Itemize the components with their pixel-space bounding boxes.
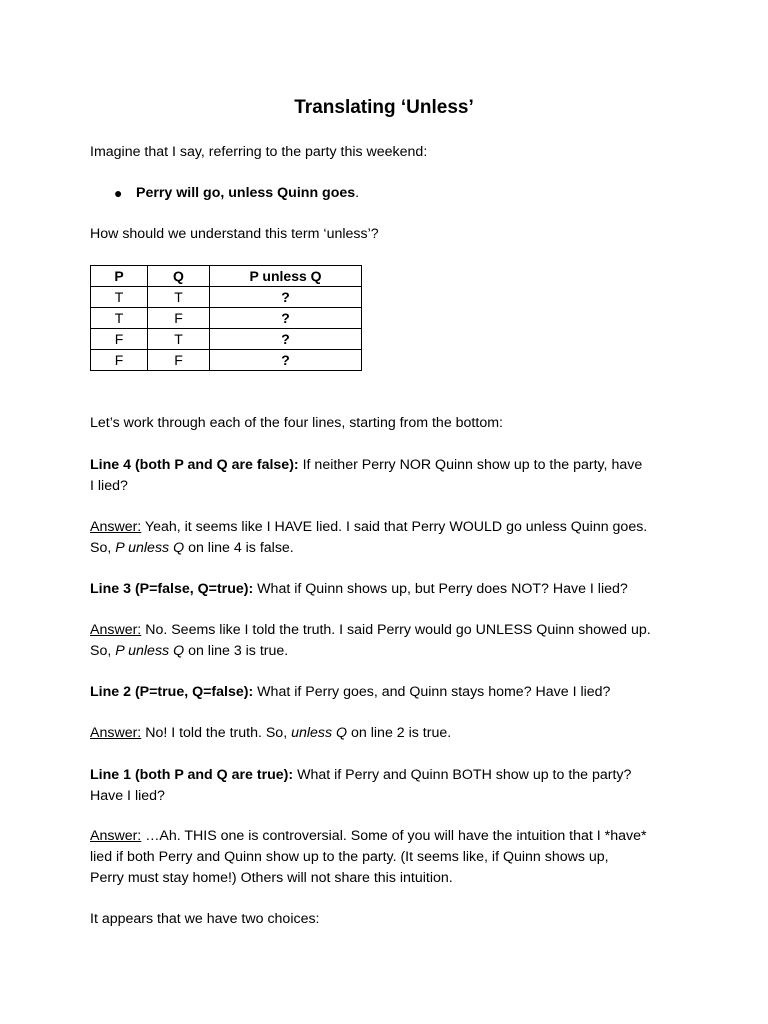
- table-cell-q: F: [148, 350, 210, 371]
- line2-label: Line 2 (P=true, Q=false):: [90, 684, 254, 700]
- table-cell-p: F: [91, 350, 148, 371]
- line2-text: What if Perry goes, and Quinn stays home? Have I lied?: [253, 684, 611, 700]
- line4-text: If neither Perry NOR Quinn show up to the party, have: [298, 457, 643, 473]
- table-row: [91, 287, 362, 308]
- line3-label: Line 3 (P=false, Q=true):: [90, 581, 254, 597]
- closing-paragraph: It appears that we have two choices:: [90, 911, 320, 927]
- answer1-paragraph: [90, 826, 680, 889]
- bullet-text: [136, 183, 359, 204]
- lead-paragraph: Let’s work through each of the four lines, starting from the bottom:: [90, 415, 503, 431]
- bullet-tail-text: .: [355, 185, 360, 201]
- table-row: [91, 308, 362, 329]
- line1-paragraph: [90, 765, 680, 807]
- question-paragraph: How should we understand this term ‘unless’?: [90, 226, 379, 242]
- bullet-dot-icon: ●: [114, 185, 123, 201]
- line3-paragraph: [90, 579, 680, 600]
- answer1-text: …Ah. THIS one is controversial. Some of you will have the intuition that I *have*: [141, 828, 647, 844]
- answer2-italic: unless Q: [291, 725, 348, 741]
- answer1-label: Answer:: [90, 828, 142, 844]
- answer4-label: Answer:: [90, 519, 142, 535]
- table-cell-p: F: [91, 329, 148, 350]
- table-cell-result: ?: [210, 350, 362, 371]
- table-cell-result: ?: [210, 287, 362, 308]
- table-cell-p: T: [91, 308, 148, 329]
- answer1-text-line2: lied if both Perry and Quinn show up to the party. (It seems like, if Quinn shows up,: [90, 849, 609, 865]
- intro-paragraph: Imagine that I say, referring to the party this weekend:: [90, 144, 428, 160]
- answer1-text-line3: Perry must stay home!) Others will not share this intuition.: [90, 870, 453, 886]
- answer3-pre: So,: [90, 643, 116, 659]
- header-p: P: [91, 266, 148, 287]
- line4-paragraph: [90, 455, 680, 497]
- answer2-pre: No! I told the truth. So,: [141, 725, 292, 741]
- line2-paragraph: [90, 682, 680, 703]
- truth-table-header-row: [91, 266, 362, 287]
- answer4-text: Yeah, it seems like I HAVE lied. I said that Perry WOULD go unless Quinn goes.: [141, 519, 648, 535]
- answer4-pre: So,: [90, 540, 116, 556]
- answer2-post: on line 2 is true.: [347, 725, 452, 741]
- table-cell-q: T: [148, 287, 210, 308]
- table-cell-result: ?: [210, 329, 362, 350]
- line4-text-cont: I lied?: [90, 478, 128, 494]
- truth-table: [90, 265, 362, 371]
- answer3-italic: P unless Q: [115, 643, 185, 659]
- line1-text: What if Perry and Quinn BOTH show up to the party?: [293, 767, 632, 783]
- bullet-bold-text: Perry will go, unless Quinn goes: [136, 185, 356, 201]
- table-row: [91, 329, 362, 350]
- table-row: [91, 350, 362, 371]
- line1-text-cont: Have I lied?: [90, 788, 165, 804]
- answer3-paragraph: [90, 620, 680, 662]
- table-cell-q: F: [148, 308, 210, 329]
- header-q: Q: [148, 266, 210, 287]
- table-cell-q: T: [148, 329, 210, 350]
- header-p-unless-q: P unless Q: [210, 266, 362, 287]
- page-title: Translating ‘Unless’: [294, 97, 474, 118]
- answer3-label: Answer:: [90, 622, 142, 638]
- line1-label: Line 1 (both P and Q are true):: [90, 767, 294, 783]
- line4-label: Line 4 (both P and Q are false):: [90, 457, 299, 473]
- table-cell-p: T: [91, 287, 148, 308]
- answer3-text: No. Seems like I told the truth. I said Perry would go UNLESS Quinn showed up.: [141, 622, 651, 638]
- answer4-italic: P unless Q: [115, 540, 185, 556]
- answer4-post: on line 4 is false.: [184, 540, 294, 556]
- answer2-paragraph: [90, 723, 680, 744]
- table-cell-result: ?: [210, 308, 362, 329]
- answer2-label: Answer:: [90, 725, 142, 741]
- line3-text: What if Quinn shows up, but Perry does NOT? Have I lied?: [253, 581, 628, 597]
- answer4-paragraph: [90, 517, 680, 559]
- answer3-post: on line 3 is true.: [184, 643, 289, 659]
